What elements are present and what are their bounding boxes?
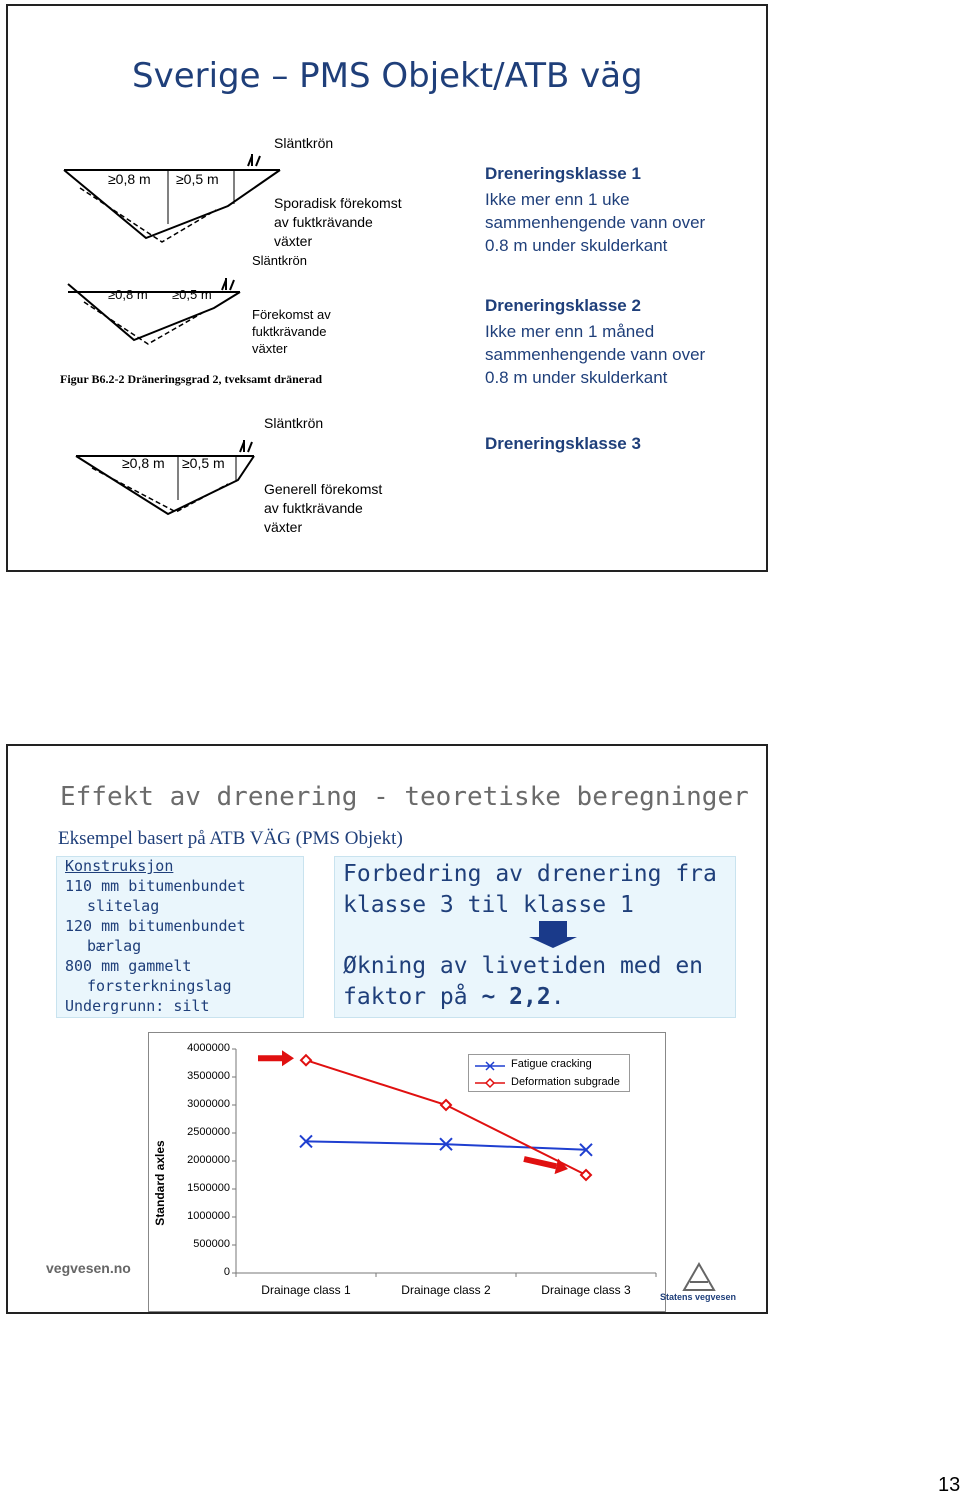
highlight-arrow-class1 xyxy=(258,1050,294,1066)
x-tick-label: Drainage class 2 xyxy=(401,1283,491,1297)
diagram3-plant-line1: Generell förekomst xyxy=(264,481,383,497)
construction-line1: 110 mm bitumenbundet xyxy=(65,877,246,895)
figure-caption: Figur B6.2-2 Dräneringsgrad 2, tveksamt dränerad xyxy=(60,372,323,386)
data-point-deformation xyxy=(301,1055,311,1065)
diagram3-dim-b: ≥0,5 m xyxy=(182,455,225,471)
diagram2-top-label: Släntkrön xyxy=(252,253,307,268)
diagram1-dim-a: ≥0,8 m xyxy=(108,171,151,187)
page-number: 13 xyxy=(938,1474,960,1496)
class3-heading: Dreneringsklasse 3 xyxy=(485,434,641,453)
construction-line3: 120 mm bitumenbundet xyxy=(65,917,246,935)
class2-heading: Dreneringsklasse 2 xyxy=(485,296,641,315)
class1-heading: Dreneringsklasse 1 xyxy=(485,164,641,183)
y-tick-label: 1000000 xyxy=(187,1210,230,1222)
slide-drainage-classes xyxy=(6,4,768,572)
data-point-deformation xyxy=(441,1100,451,1110)
highlight-arrow-class3 xyxy=(524,1159,568,1175)
y-tick-label: 2500000 xyxy=(187,1126,230,1138)
improvement-line2: klasse 3 til klasse 1 xyxy=(343,892,634,918)
improvement-factor-prefix: faktor på xyxy=(343,984,482,1010)
diagram2-plant-line3: växter xyxy=(252,341,288,356)
legend-deformation: Deformation subgrade xyxy=(511,1076,620,1088)
y-tick-label: 500000 xyxy=(193,1238,230,1250)
data-point-deformation xyxy=(581,1170,591,1180)
statens-vegvesen-logo: Statens vegvesen xyxy=(660,1292,737,1302)
class1-line3: 0.8 m under skulderkant xyxy=(485,236,668,255)
construction-line6: forsterkningslag xyxy=(87,977,232,995)
diagram1-top-label: Släntkrön xyxy=(274,135,334,151)
class2-line3: 0.8 m under skulderkant xyxy=(485,368,668,387)
slide1-title: Sverige – PMS Objekt/ATB väg xyxy=(132,56,643,96)
construction-line5: 800 mm gammelt xyxy=(65,957,192,975)
line-chart xyxy=(8,746,768,1314)
y-tick-label: 4000000 xyxy=(187,1042,230,1054)
class1-line1: Ikke mer enn 1 uke xyxy=(485,190,630,209)
improvement-line1: Forbedring av drenering fra xyxy=(343,861,717,887)
diagram1-plant-line3: växter xyxy=(274,233,313,249)
legend-markers xyxy=(473,1058,507,1090)
slide-drainage-effect xyxy=(6,744,768,1314)
construction-line2: slitelag xyxy=(87,897,160,915)
legend-fatigue: Fatigue cracking xyxy=(511,1058,592,1070)
y-tick-label: 0 xyxy=(223,1266,230,1278)
diagram3-plant-line3: växter xyxy=(264,519,303,535)
y-tick-label: 1500000 xyxy=(187,1182,230,1194)
diagram3-dim-a: ≥0,8 m xyxy=(122,455,165,471)
diagram2-plant-line1: Förekomst av xyxy=(252,307,331,322)
diagram3-plant-line2: av fuktkrävande xyxy=(264,500,363,516)
chart-legend xyxy=(468,1054,630,1092)
y-tick-label: 3000000 xyxy=(187,1098,230,1110)
diagram1-dim-b: ≥0,5 m xyxy=(176,171,219,187)
statens-vegvesen-emblem-icon xyxy=(682,1262,716,1292)
x-tick-label: Drainage class 1 xyxy=(261,1283,351,1297)
y-tick-label: 2000000 xyxy=(187,1154,230,1166)
diagram1-plant-line1: Sporadisk förekomst xyxy=(274,195,402,211)
slide2-title: Effekt av drenering - teoretiske beregninger xyxy=(60,782,749,812)
y-axis-label: Standard axles xyxy=(153,1140,167,1226)
x-tick-label: Drainage class 3 xyxy=(541,1283,631,1297)
diagram2-plant-line2: fuktkrävande xyxy=(252,324,327,339)
improvement-line3: Økning av livetiden med en xyxy=(343,953,704,979)
construction-heading: Konstruksjon xyxy=(65,857,174,875)
vegvesen-logo: vegvesen.no xyxy=(46,1260,131,1276)
construction-line7: Undergrunn: silt xyxy=(65,997,210,1015)
improvement-factor-value: ~ 2,2 xyxy=(481,984,551,1010)
construction-line4: bærlag xyxy=(87,937,142,955)
y-tick-label: 3500000 xyxy=(187,1070,230,1082)
class1-line2: sammenhengende vann over xyxy=(485,213,706,232)
class2-line2: sammenhengende vann over xyxy=(485,345,706,364)
slide2-subtitle: Eksempel basert på ATB VÄG (PMS Objekt) xyxy=(58,828,403,849)
ditch-diagram-3 xyxy=(72,438,272,528)
diagram2-dim-a: ≥0,8 m xyxy=(108,287,148,302)
improvement-factor-suffix: . xyxy=(550,984,565,1010)
diagram1-plant-line2: av fuktkrävande xyxy=(274,214,373,230)
diagram2-dim-b: ≥0,5 m xyxy=(172,287,212,302)
diagram3-top-label: Släntkrön xyxy=(264,415,324,431)
class2-line1: Ikke mer enn 1 måned xyxy=(485,322,655,341)
